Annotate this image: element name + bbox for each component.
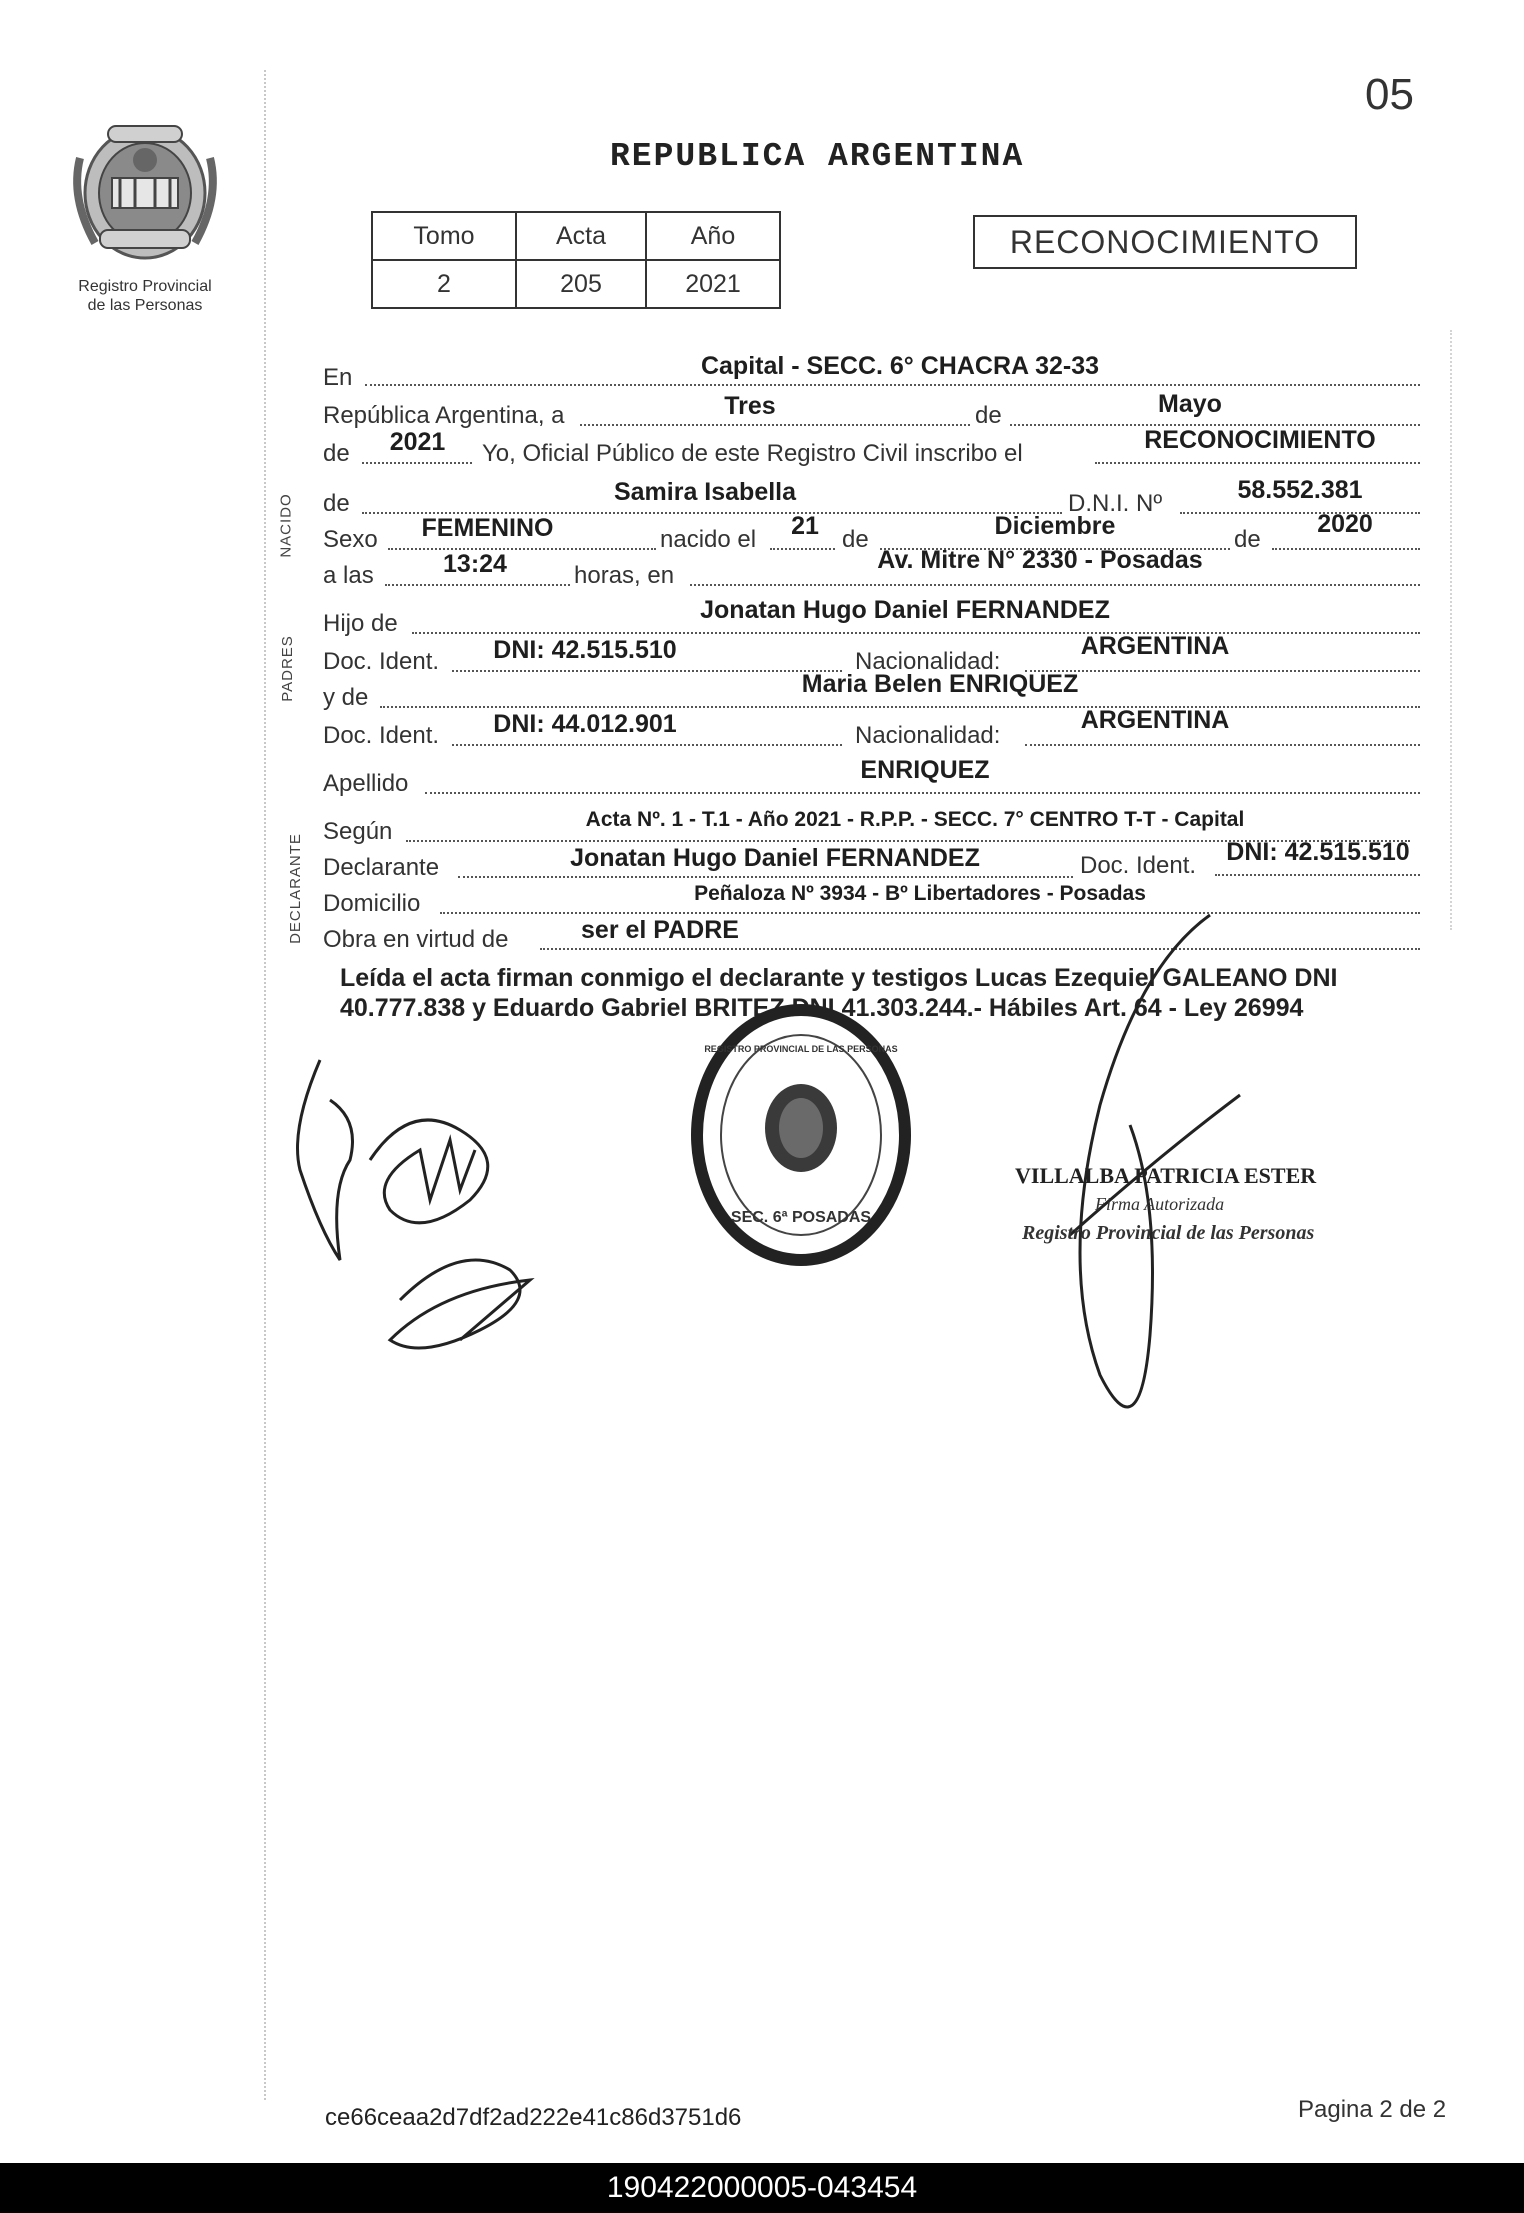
closing-text: Leída el acta firman conmigo el declarante y testigos Lucas Ezequiel GALEANO DNI 40.777.838 y Eduardo Gabriel BRITEZ DNI 41.303.244.- Hábiles Art. 64 - Ley 26994 [340, 964, 1338, 1022]
label-republica: República Argentina, a [323, 402, 565, 429]
official-role: Firma Autorizada [1095, 1194, 1225, 1214]
label-de-anio-nac: de [1234, 526, 1261, 553]
declarant-signature [280, 1040, 580, 1380]
document-hash: ce66ceaa2d7df2ad222e41c86d3751d6 [325, 2104, 742, 2131]
registry-logo [60, 118, 230, 315]
anio-value: 2021 [646, 260, 780, 308]
dotted-line [385, 584, 570, 586]
left-margin-line [264, 70, 266, 2100]
acta-value: 205 [516, 260, 646, 308]
side-label-padres: PADRES [278, 635, 296, 702]
act-type-box: RECONOCIMIENTO [973, 215, 1357, 269]
page-of: Pagina 2 de 2 [1298, 2096, 1447, 2123]
dotted-line [365, 384, 1420, 386]
label-doc-declarante: Doc. Ident. [1080, 852, 1197, 879]
label-nac-madre: Nacionalidad: [855, 722, 1001, 749]
field-lugar: Capital - SECC. 6° CHACRA 32-33 [700, 352, 1100, 380]
label-sexo: Sexo [323, 526, 378, 553]
field-madre-doc: DNI: 44.012.901 [493, 710, 677, 738]
logo-caption-line1: Registro Provincial [78, 278, 212, 295]
label-segun: Según [323, 818, 393, 845]
official-name: VILLALBA PATRICIA ESTER [1015, 1163, 1317, 1188]
dotted-line [770, 548, 835, 550]
label-horas: horas, en [574, 562, 675, 589]
logo-caption-line2: de las Personas [87, 297, 203, 314]
label-obra: Obra en virtud de [323, 926, 509, 953]
field-declarante-doc: DNI: 42.515.510 [1226, 838, 1410, 866]
field-sexo: FEMENINO [421, 514, 554, 542]
field-segun: Acta Nº. 1 - T.1 - Año 2021 - R.P.P. - SECC. 7° CENTRO T-T - Capital [585, 808, 1245, 831]
footer-code: 190422000005-043454 [606, 2171, 918, 2204]
label-a-las: a las [323, 562, 374, 589]
label-de-dia: de [842, 526, 869, 553]
field-apellido: ENRIQUEZ [860, 756, 990, 784]
page-number: 05 [1365, 70, 1414, 119]
logo-caption [60, 277, 230, 315]
acta-header: Acta [516, 212, 646, 260]
field-lugar-nac: Av. Mitre N° 2330 - Posadas [877, 546, 1203, 574]
label-declarante: Declarante [323, 854, 440, 881]
label-de-mes: de [975, 402, 1002, 429]
document-title: REPUBLICA ARGENTINA [610, 138, 1025, 175]
field-declarante: Jonatan Hugo Daniel FERNANDEZ [570, 844, 980, 872]
field-obra: ser el PADRE [581, 916, 739, 944]
dotted-line [452, 744, 842, 746]
field-domicilio: Peñaloza Nº 3934 - Bº Libertadores - Posadas [694, 882, 1146, 905]
dotted-line [380, 706, 1420, 708]
label-hijo: Hijo de [323, 610, 398, 637]
dotted-line [458, 876, 1073, 878]
seal-registry-text: REGISTRO PROVINCIAL DE LAS PERSONAS [704, 1044, 898, 1054]
dotted-line [1215, 874, 1420, 876]
side-label-nacido: NACIDO [277, 493, 295, 558]
registry-table [371, 211, 781, 309]
label-oficial: Yo, Oficial Público de este Registro Civil inscribo el [482, 440, 1023, 467]
registry-seal [686, 1000, 916, 1270]
label-domicilio: Domicilio [323, 890, 421, 917]
field-dni: 58.552.381 [1237, 476, 1363, 504]
field-tipo-acta: RECONOCIMIENTO [1144, 426, 1376, 454]
registry-header-row [372, 212, 780, 260]
tomo-header: Tomo [372, 212, 516, 260]
label-de-anio: de [323, 440, 350, 467]
footer-code-bar [0, 2163, 1524, 2213]
misiones-emblem-icon [60, 118, 230, 268]
field-dia: Tres [724, 392, 776, 420]
label-y-de: y de [323, 684, 369, 711]
field-nombre: Samira Isabella [613, 478, 797, 506]
label-doc-madre: Doc. Ident. [323, 722, 440, 749]
right-margin-line [1450, 330, 1452, 930]
field-dia-nac: 21 [791, 512, 819, 540]
field-mes: Mayo [1158, 390, 1222, 418]
label-en: En [323, 364, 353, 391]
field-padre-doc: DNI: 42.515.510 [493, 636, 677, 664]
field-madre: Maria Belen ENRIQUEZ [801, 670, 1079, 698]
tomo-value: 2 [372, 260, 516, 308]
dotted-line [425, 792, 1420, 794]
side-label-declarante: DECLARANTE [286, 833, 304, 944]
field-padre: Jonatan Hugo Daniel FERNANDEZ [700, 596, 1110, 624]
dotted-line [1095, 462, 1420, 464]
dotted-line [362, 462, 472, 464]
label-nacido: nacido el [660, 526, 757, 553]
field-anio: 2021 [389, 428, 446, 456]
dotted-line [1025, 744, 1420, 746]
label-dni: D.N.I. Nº [1068, 490, 1163, 517]
dotted-line [540, 948, 1420, 950]
label-doc-padre: Doc. Ident. [323, 648, 440, 675]
label-apellido: Apellido [323, 770, 409, 797]
field-madre-nac: ARGENTINA [1080, 706, 1230, 734]
dotted-line [1272, 548, 1420, 550]
field-padre-nac: ARGENTINA [1080, 632, 1230, 660]
dotted-line [580, 424, 970, 426]
dotted-line [690, 584, 1420, 586]
field-anio-nac: 2020 [1317, 510, 1373, 538]
field-mes-nac: Diciembre [994, 512, 1116, 540]
registry-value-row [372, 260, 780, 308]
label-de-nombre: de [323, 490, 350, 517]
anio-header: Año [646, 212, 780, 260]
official-org: Registro Provincial de las Personas [1022, 1222, 1315, 1244]
dotted-line [412, 632, 1420, 634]
seal-text: SEC. 6ª POSADAS [730, 1209, 872, 1226]
field-hora: 13:24 [443, 550, 507, 578]
label-nac-padre: Nacionalidad: [855, 648, 1001, 675]
